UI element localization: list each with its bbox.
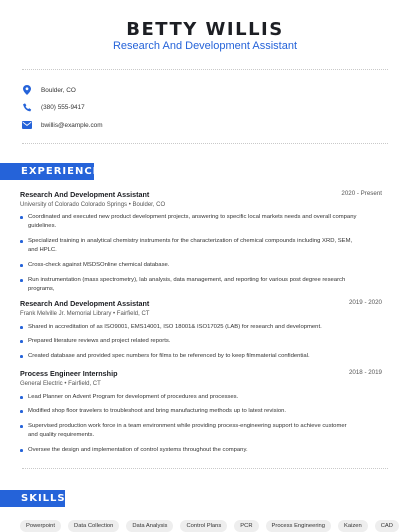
bullet-dot: [20, 279, 23, 282]
contact-location: [22, 83, 76, 97]
job-organization: General Electric • Fairfield, CT: [20, 381, 101, 387]
job-title: Research And Development Assistant: [20, 299, 150, 308]
job-bullet: Specialized training in analytical chemistry instruments for the characterization of chemical compounds including XRD, SEM, and HPLC.: [28, 237, 358, 254]
skill-tag: CAD: [375, 520, 399, 532]
skill-tag: Powerpoint: [20, 520, 61, 532]
job-dates: 2018 - 2019: [348, 369, 382, 376]
job-bullet: Modified shop floor travelers to troubleshoot and bring manufacturing methods up to latest revision.: [28, 407, 358, 416]
skills-list: [20, 520, 399, 532]
bullet-dot: [20, 355, 23, 358]
job-bullet: Oversee the design and implementation of control systems throughout the company.: [28, 446, 358, 455]
skills-heading: SKILLS: [0, 490, 65, 507]
job-bullet: Supervised production work force in a team environment while providing process-engineering support to achieve customer and quality requirements.: [28, 422, 358, 439]
bullet-dot: [20, 449, 23, 452]
skill-tag: Control Plans: [180, 520, 227, 532]
job-dates: 2019 - 2020: [348, 299, 382, 306]
map-pin-icon: [22, 85, 32, 95]
bullet-dot: [20, 216, 23, 219]
job-bullet: Coordinated and executed new product development projects, answering to specific local markets needs and overall company guidelines.: [28, 213, 358, 230]
bullet-dot: [20, 240, 23, 243]
job-bullet: Lead Planner on Advent Program for development of procedures and processes.: [28, 393, 358, 402]
job-entry: [20, 369, 382, 453]
phone-icon: [22, 102, 32, 112]
skill-tag: PCR: [234, 520, 258, 532]
bullet-dot: [20, 425, 23, 428]
job-bullet: Shared in accreditation of as ISO9001, EMS14001, ISO 18001& ISO17025 (LAB) for research and development.: [28, 323, 358, 332]
job-dates: 2020 - Present: [341, 190, 382, 197]
contact-phone: [22, 100, 85, 114]
contact-location-text: Boulder, CO: [41, 86, 76, 94]
skill-tag: Data Collection: [68, 520, 119, 532]
email-icon: [22, 120, 32, 130]
bullet-dot: [20, 340, 23, 343]
job-organization: Frank Melville Jr. Memorial Library • Fairfield, CT: [20, 311, 150, 317]
bullet-dot: [20, 264, 23, 267]
experience-heading: EXPERIENCE: [0, 163, 94, 180]
skill-tag: Process Engineering: [266, 520, 332, 532]
job-title: Research And Development Assistant: [20, 190, 150, 199]
contact-divider: [22, 143, 388, 144]
candidate-name: BETTY WILLIS: [126, 19, 284, 40]
job-entry: [20, 299, 382, 359]
skill-tag: Data Analysis: [126, 520, 173, 532]
contact-phone-text: (380) 555-9417: [41, 103, 85, 111]
job-entry: [20, 190, 382, 292]
job-bullet: Created database and provided spec numbers for films to be referenced by to keep filmmaterial confidential.: [28, 352, 358, 361]
experience-divider: [22, 468, 388, 469]
job-bullet: Run instrumentation (mass spectrometry), lab analysis, data management, and reporting for various post degree research programs,: [28, 276, 358, 293]
header-divider: [22, 69, 388, 70]
job-role-subtitle: Research And Development Assistant: [112, 40, 298, 52]
job-bullet: Cross-check against MSDSOnline chemical database.: [28, 261, 358, 270]
bullet-dot: [20, 396, 23, 399]
contact-email: [22, 118, 103, 132]
bullet-dot: [20, 410, 23, 413]
skill-tag: Kaizen: [338, 520, 368, 532]
contact-email-text: bwillis@example.com: [41, 121, 103, 129]
job-organization: University of Colorado Colorado Springs • Boulder, CO: [20, 202, 166, 208]
job-bullet: Prepared literature reviews and project related reports.: [28, 337, 358, 346]
job-title: Process Engineer Internship: [20, 369, 118, 378]
bullet-dot: [20, 326, 23, 329]
